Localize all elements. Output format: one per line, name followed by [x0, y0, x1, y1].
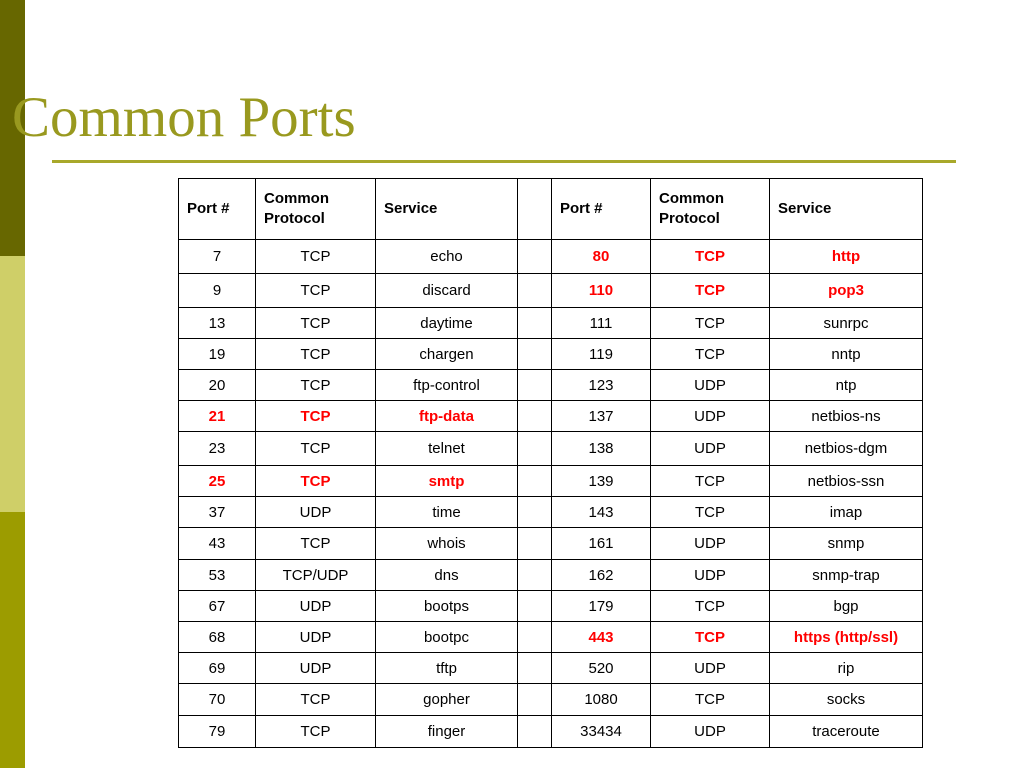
cell-service-left: finger [376, 716, 518, 748]
cell-spacer [518, 370, 552, 401]
side-bar-middle [0, 256, 25, 512]
cell-port-left: 67 [179, 591, 256, 622]
cell-port-right: 162 [552, 560, 651, 591]
ports-table [178, 178, 923, 748]
cell-protocol-right: UDP [651, 370, 770, 401]
cell-protocol-left: UDP [256, 591, 376, 622]
ports-table-body [179, 240, 923, 748]
cell-spacer [518, 339, 552, 370]
cell-service-left: telnet [376, 432, 518, 466]
cell-protocol-left: TCP [256, 370, 376, 401]
cell-service-right: snmp-trap [770, 560, 923, 591]
cell-protocol-right: TCP [651, 274, 770, 308]
cell-port-left: 21 [179, 401, 256, 432]
cell-protocol-left: TCP [256, 339, 376, 370]
cell-port-left: 37 [179, 497, 256, 528]
cell-spacer [518, 432, 552, 466]
table-row [179, 308, 923, 339]
cell-port-right: 111 [552, 308, 651, 339]
cell-service-left: daytime [376, 308, 518, 339]
cell-port-left: 9 [179, 274, 256, 308]
cell-protocol-left: TCP [256, 684, 376, 716]
header-port-right: Port # [552, 179, 651, 240]
cell-spacer [518, 653, 552, 684]
cell-spacer [518, 560, 552, 591]
cell-port-right: 33434 [552, 716, 651, 748]
header-port-left: Port # [179, 179, 256, 240]
cell-protocol-left: TCP [256, 308, 376, 339]
cell-port-left: 70 [179, 684, 256, 716]
cell-port-right: 137 [552, 401, 651, 432]
cell-port-left: 79 [179, 716, 256, 748]
slide-title: Common Ports [12, 86, 356, 149]
cell-port-right: 139 [552, 466, 651, 497]
cell-port-right: 161 [552, 528, 651, 560]
header-spacer [518, 179, 552, 240]
table-row [179, 274, 923, 308]
header-protocol-left: Common Protocol [256, 179, 376, 240]
cell-port-left: 53 [179, 560, 256, 591]
cell-port-left: 20 [179, 370, 256, 401]
cell-service-right: nntp [770, 339, 923, 370]
cell-spacer [518, 466, 552, 497]
cell-port-right: 143 [552, 497, 651, 528]
cell-protocol-right: UDP [651, 653, 770, 684]
cell-spacer [518, 528, 552, 560]
cell-port-right: 179 [552, 591, 651, 622]
cell-service-left: bootpc [376, 622, 518, 653]
table-row [179, 240, 923, 274]
cell-service-left: time [376, 497, 518, 528]
cell-protocol-right: TCP [651, 240, 770, 274]
cell-protocol-right: UDP [651, 716, 770, 748]
table-row [179, 684, 923, 716]
table-row [179, 622, 923, 653]
cell-service-left: ftp-control [376, 370, 518, 401]
header-protocol-right: Common Protocol [651, 179, 770, 240]
cell-port-left: 68 [179, 622, 256, 653]
cell-service-right: netbios-ssn [770, 466, 923, 497]
table-row [179, 466, 923, 497]
cell-protocol-left: TCP [256, 716, 376, 748]
table-row [179, 591, 923, 622]
cell-protocol-left: TCP [256, 401, 376, 432]
table-row [179, 432, 923, 466]
table-row [179, 560, 923, 591]
table-row [179, 716, 923, 748]
cell-port-right: 123 [552, 370, 651, 401]
cell-service-right: ntp [770, 370, 923, 401]
cell-port-left: 25 [179, 466, 256, 497]
table-row [179, 370, 923, 401]
cell-protocol-right: TCP [651, 622, 770, 653]
cell-service-right: https (http/ssl) [770, 622, 923, 653]
cell-protocol-left: TCP [256, 240, 376, 274]
cell-spacer [518, 622, 552, 653]
cell-service-left: chargen [376, 339, 518, 370]
header-service-left: Service [376, 179, 518, 240]
cell-spacer [518, 240, 552, 274]
table-row [179, 653, 923, 684]
cell-port-right: 1080 [552, 684, 651, 716]
cell-port-left: 23 [179, 432, 256, 466]
cell-port-right: 110 [552, 274, 651, 308]
cell-protocol-left: UDP [256, 497, 376, 528]
cell-protocol-left: TCP [256, 528, 376, 560]
cell-protocol-right: TCP [651, 591, 770, 622]
cell-protocol-right: UDP [651, 560, 770, 591]
cell-service-left: smtp [376, 466, 518, 497]
cell-spacer [518, 401, 552, 432]
cell-protocol-left: UDP [256, 653, 376, 684]
cell-protocol-right: UDP [651, 528, 770, 560]
cell-protocol-right: TCP [651, 339, 770, 370]
cell-protocol-right: UDP [651, 401, 770, 432]
cell-port-right: 443 [552, 622, 651, 653]
cell-spacer [518, 308, 552, 339]
table-header-row [179, 179, 923, 240]
cell-service-right: pop3 [770, 274, 923, 308]
cell-protocol-right: TCP [651, 466, 770, 497]
cell-spacer [518, 497, 552, 528]
cell-spacer [518, 684, 552, 716]
cell-protocol-left: TCP [256, 432, 376, 466]
cell-port-right: 80 [552, 240, 651, 274]
cell-port-left: 43 [179, 528, 256, 560]
cell-protocol-left: TCP [256, 466, 376, 497]
cell-port-right: 138 [552, 432, 651, 466]
cell-service-left: gopher [376, 684, 518, 716]
cell-protocol-left: UDP [256, 622, 376, 653]
cell-port-right: 520 [552, 653, 651, 684]
table-row [179, 497, 923, 528]
cell-service-right: bgp [770, 591, 923, 622]
table-row [179, 339, 923, 370]
cell-service-right: socks [770, 684, 923, 716]
cell-service-right: http [770, 240, 923, 274]
cell-port-left: 69 [179, 653, 256, 684]
cell-protocol-right: TCP [651, 497, 770, 528]
side-bar-bottom [0, 512, 25, 768]
cell-spacer [518, 591, 552, 622]
cell-spacer [518, 274, 552, 308]
cell-service-left: bootps [376, 591, 518, 622]
cell-service-right: imap [770, 497, 923, 528]
table-row [179, 401, 923, 432]
cell-protocol-right: TCP [651, 308, 770, 339]
cell-port-left: 7 [179, 240, 256, 274]
header-service-right: Service [770, 179, 923, 240]
cell-service-right: rip [770, 653, 923, 684]
cell-service-left: tftp [376, 653, 518, 684]
cell-spacer [518, 716, 552, 748]
cell-service-right: sunrpc [770, 308, 923, 339]
cell-service-left: echo [376, 240, 518, 274]
cell-protocol-left: TCP [256, 274, 376, 308]
cell-service-right: netbios-ns [770, 401, 923, 432]
cell-port-left: 13 [179, 308, 256, 339]
cell-port-right: 119 [552, 339, 651, 370]
cell-protocol-left: TCP/UDP [256, 560, 376, 591]
cell-service-left: discard [376, 274, 518, 308]
cell-protocol-right: TCP [651, 684, 770, 716]
cell-service-left: dns [376, 560, 518, 591]
cell-service-left: whois [376, 528, 518, 560]
table-row [179, 528, 923, 560]
cell-protocol-right: UDP [651, 432, 770, 466]
cell-service-right: netbios-dgm [770, 432, 923, 466]
cell-service-right: snmp [770, 528, 923, 560]
cell-service-left: ftp-data [376, 401, 518, 432]
cell-service-right: traceroute [770, 716, 923, 748]
cell-port-left: 19 [179, 339, 256, 370]
title-underline [52, 160, 956, 163]
